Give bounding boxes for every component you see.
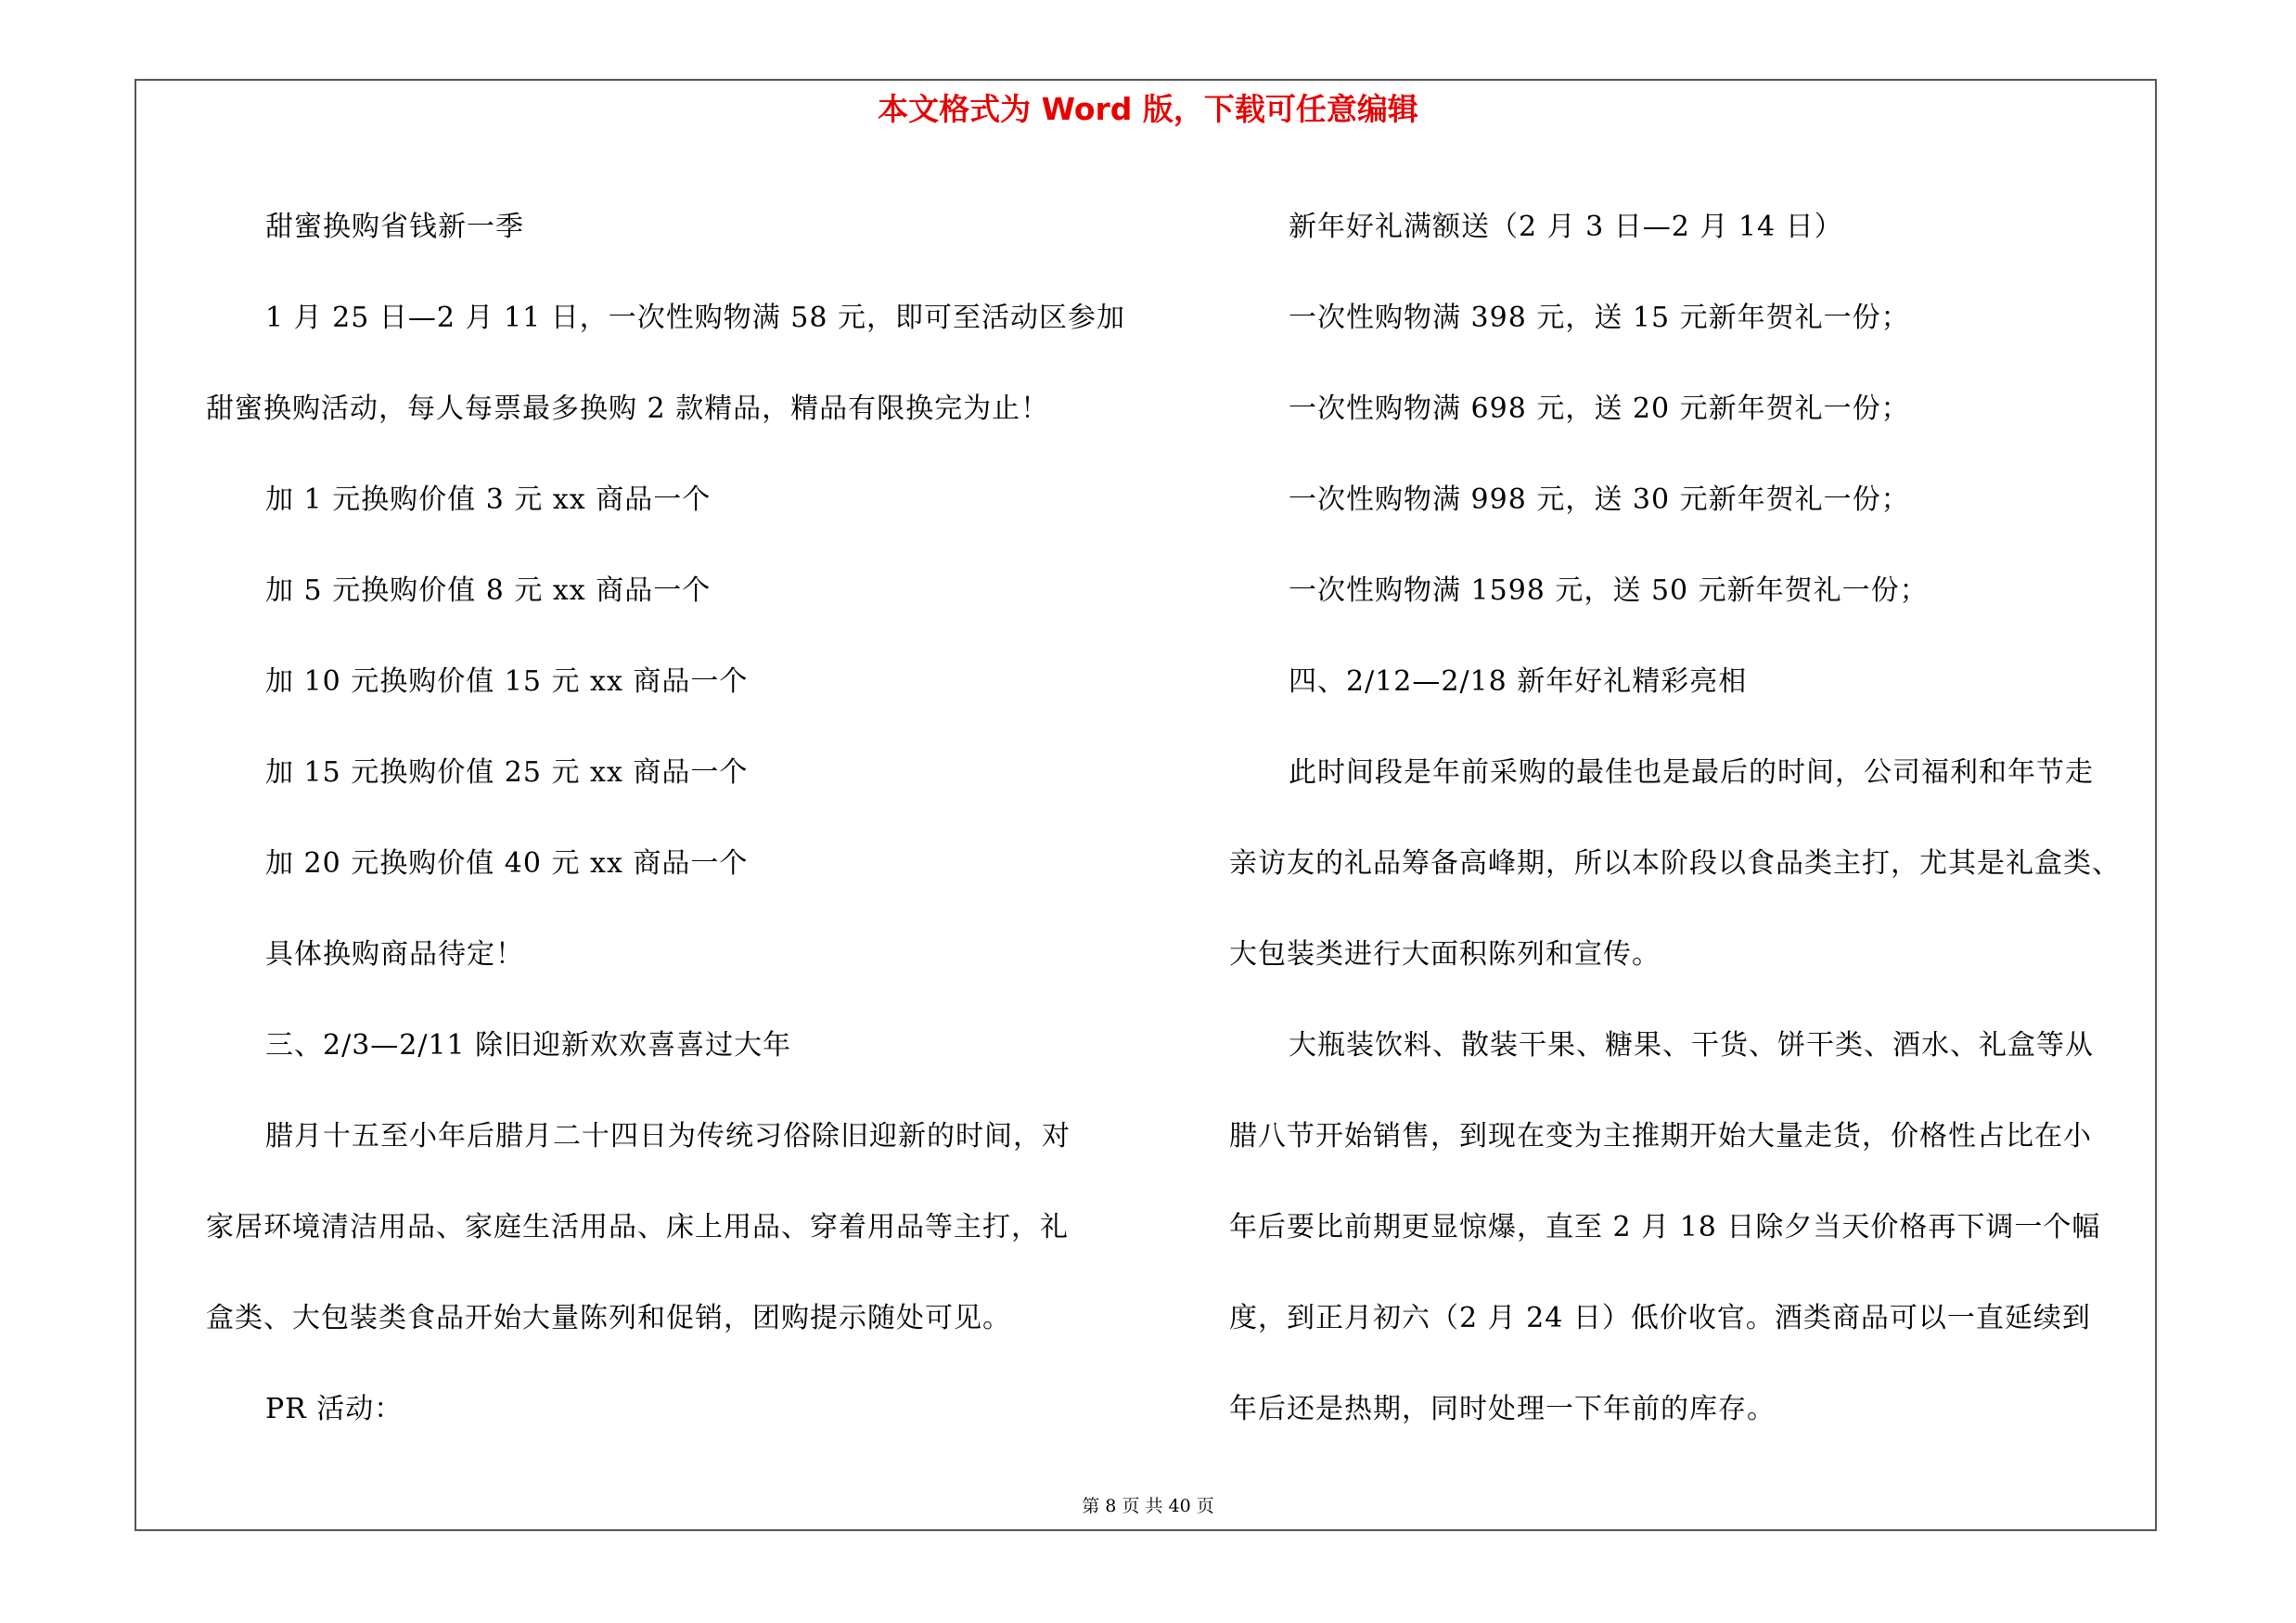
word-format-banner: 本文格式为 Word 版，下载可任意编辑	[878, 91, 1418, 127]
page-number-footer: 第 8 页 共 40 页	[1082, 1496, 1214, 1516]
paragraph-line: 具体换购商品待定！	[265, 938, 524, 971]
list-item: 加 5 元换购价值 8 元 xx 商品一个	[265, 574, 712, 607]
paragraph-heading-gift-promo: 新年好礼满额送（2 月 3 日—2 月 14 日）	[1289, 211, 1843, 243]
section-heading-four: 四、2/12—2/18 新年好礼精彩亮相	[1289, 665, 1748, 698]
list-item: 一次性购物满 998 元，送 30 元新年贺礼一份；	[1289, 483, 1910, 516]
paragraph-line: 年后还是热期，同时处理一下年前的库存。	[1229, 1393, 1776, 1425]
list-item: 一次性购物满 1598 元，送 50 元新年贺礼一份；	[1289, 574, 1929, 607]
paragraph-line: 亲访友的礼品筹备高峰期，所以本阶段以食品类主打，尤其是礼盒类、	[1229, 847, 2121, 880]
paragraph-line: 盒类、大包装类食品开始大量陈列和促销，团购提示随处可见。	[206, 1302, 1011, 1334]
list-item: 加 1 元换购价值 3 元 xx 商品一个	[265, 483, 712, 516]
paragraph-line: 度，到正月初六（2 月 24 日）低价收官。酒类商品可以一直延续到	[1229, 1302, 2091, 1334]
paragraph-line: 腊月十五至小年后腊月二十四日为传统习俗除旧迎新的时间，对	[265, 1120, 1071, 1153]
list-item: 一次性购物满 398 元，送 15 元新年贺礼一份；	[1289, 302, 1910, 334]
right-column	[1229, 182, 2148, 1455]
section-heading-three: 三、2/3—2/11 除旧迎新欢欢喜喜过大年	[265, 1029, 792, 1062]
paragraph-line: 1 月 25 日—2 月 11 日，一次性购物满 58 元，即可至活动区参加	[265, 302, 1125, 334]
list-item: 一次性购物满 698 元，送 20 元新年贺礼一份；	[1289, 393, 1910, 425]
paragraph-line: 此时间段是年前采购的最佳也是最后的时间，公司福利和年节走	[1289, 756, 2094, 789]
paragraph-heading-sweet-exchange: 甜蜜换购省钱新一季	[265, 211, 524, 243]
paragraph-line: 大瓶装饮料、散装干果、糖果、干货、饼干类、酒水、礼盒等从	[1289, 1029, 2094, 1062]
paragraph-line: 甜蜜换购活动，每人每票最多换购 2 款精品，精品有限换完为止！	[206, 393, 1050, 425]
paragraph-line: 家居环境清洁用品、家庭生活用品、床上用品、穿着用品等主打，礼	[206, 1211, 1069, 1243]
paragraph-line: 大包装类进行大面积陈列和宣传。	[1229, 938, 1661, 971]
list-item: 加 10 元换购价值 15 元 xx 商品一个	[265, 665, 749, 698]
left-column	[206, 182, 1124, 1455]
list-item: 加 15 元换购价值 25 元 xx 商品一个	[265, 756, 749, 789]
paragraph-heading-pr: PR 活动：	[265, 1393, 404, 1425]
paragraph-line: 腊八节开始销售，到现在变为主推期开始大量走货，价格性占比在小	[1229, 1120, 2092, 1153]
list-item: 加 20 元换购价值 40 元 xx 商品一个	[265, 847, 749, 880]
paragraph-line: 年后要比前期更显惊爆，直至 2 月 18 日除夕当天价格再下调一个幅	[1229, 1211, 2101, 1243]
